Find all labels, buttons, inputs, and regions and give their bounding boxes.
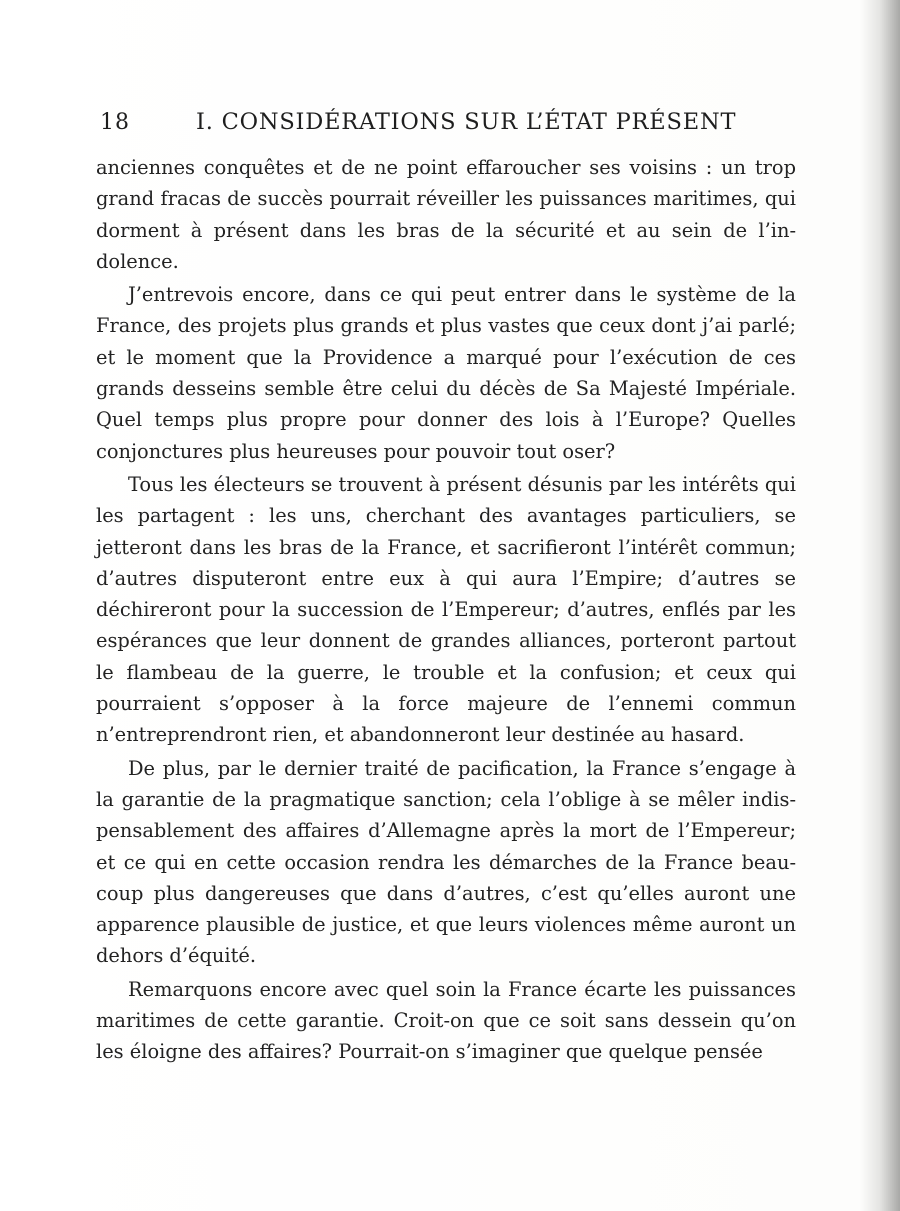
paragraph: Tous les électeurs se trouvent à présent désunis par les intérêts qui les partagent : les uns, cherchant des avantages particuliers, se jetteront dans les bras de la France, et sacrifieront l’intérêt commun; d’autres disputeront entre eux à qui aura l’Empire; d’autres se déchireront pour la succession de l’Empereur; d’autres, enflés par les espérances que leur donnent de grandes alliances, porteront partout le flambeau de la guerre, le trouble et la confusion; et ceux qui pourraient s’opposer à la force majeure de l’ennemi commun n’entreprendront rien, et abandonneront leur destinée au hasard. <box>96 472 796 747</box>
body-text <box>96 152 796 1068</box>
paragraph: Remarquons encore avec quel soin la France écarte les puissances maritimes de cette garantie. Croit-on que ce soit sans dessein qu’on les éloigne des affaires? Pourrait-on s’imaginer que quelque pensée <box>96 977 796 1064</box>
paragraph: De plus, par le dernier traité de pacification, la France s’engage à la garantie de la pragmatique sanction; cela l’oblige à se mêler indispensablement des affaires d’Allemagne après la mort de l’Empereur; et ce qui en cette occasion rendra les démarches de la France beaucoup plus dangereuses que dans d’autres, c’est qu’elles auront une apparence plausible de justice, et que leurs violences même auront un dehors d’équité. <box>96 756 796 968</box>
running-head <box>100 106 737 146</box>
paragraph: J’entrevois encore, dans ce qui peut entrer dans le système de la France, des projets plus grands et plus vastes que ceux dont j’ai parlé; et le moment que la Providence a marqué pour l’exécution de ces grands desseins semble être celui du décès de Sa Majesté Impériale. Quel temps plus propre pour donner des lois à l’Europe? Quelles conjonctures plus heureuses pour pouvoir tout oser? <box>96 283 796 463</box>
paragraph-continuation: anciennes conquêtes et de ne point effaroucher ses voisins : un trop grand fracas de succès pourrait réveiller les puissances maritimes, qui dorment à présent dans les bras de la sécurité et au sein de l’indolence. <box>96 156 796 273</box>
running-title: I. CONSIDÉRATIONS SUR L’ÉTAT PRÉSENT <box>196 109 737 135</box>
page-number: 18 <box>100 110 130 135</box>
